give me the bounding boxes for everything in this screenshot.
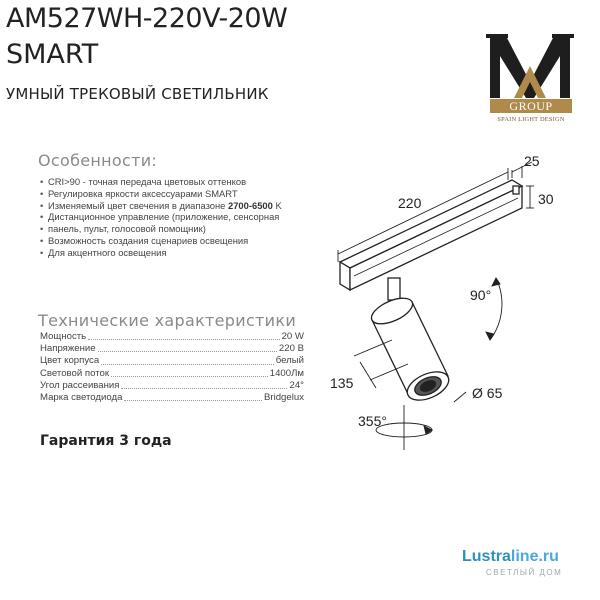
series-title: SMART <box>6 39 99 70</box>
spec-row: Мощность 20 W <box>40 331 304 342</box>
brand-name-b: line.ru <box>510 548 559 565</box>
group-logo-icon <box>484 26 576 130</box>
feature-item: • Для акцентного освещения <box>40 247 310 259</box>
dim-height: 30 <box>538 191 554 207</box>
features-list <box>40 176 310 259</box>
feature-item: • Возможность создания сценариев освещения <box>40 235 310 247</box>
dim-drop: 135 <box>330 375 354 391</box>
dim-length: 220 <box>398 195 422 211</box>
spec-row: Световой поток 1400Лм <box>40 367 304 379</box>
feature-item: • Регулировка яркости аксессуарами SMART <box>40 188 310 200</box>
spec-row: Марка светодиода Bridgelux <box>40 392 304 404</box>
features-heading: Особенности: <box>38 151 158 170</box>
specs-table <box>40 331 304 404</box>
brand-tagline: СВЕТЛЫЙ ДОМ <box>486 568 563 577</box>
model-title: AM527WH-220V-20W <box>6 3 288 34</box>
feature-item: • CRI>90 - точная передача цветовых оттенков <box>40 176 310 188</box>
dim-rotation: 355° <box>358 413 387 429</box>
dim-tilt: 90° <box>470 287 492 303</box>
feature-item: • Изменяемый цвет свечения в диапазоне 2700-6500 K <box>40 200 310 212</box>
spec-row: Угол рассеивания 24° <box>40 379 304 391</box>
logo-group-label: GROUP <box>490 99 572 113</box>
feature-item-continued: • панель, пульт, голосовой помощник) <box>40 223 310 235</box>
product-type: УМНЫЙ ТРЕКОВЫЙ СВЕТИЛЬНИК <box>6 85 269 103</box>
dim-width: 25 <box>524 153 540 169</box>
logo-subtitle: SPAIN LIGHT DESIGN <box>497 116 565 123</box>
brand-name-a: Lustra <box>462 548 511 565</box>
specs-heading: Технические характеристики <box>38 311 297 330</box>
spec-row: Цвет корпуса белый <box>40 355 304 367</box>
dim-diameter: Ø 65 <box>472 385 503 401</box>
warranty-label: Гарантия 3 года <box>40 433 172 449</box>
brand-name <box>462 548 559 566</box>
feature-item: • Дистанционное управление (приложение, сенсорная <box>40 211 310 223</box>
track-light-drawing <box>320 150 590 470</box>
spec-row: Напряжение 220 В <box>40 343 304 355</box>
